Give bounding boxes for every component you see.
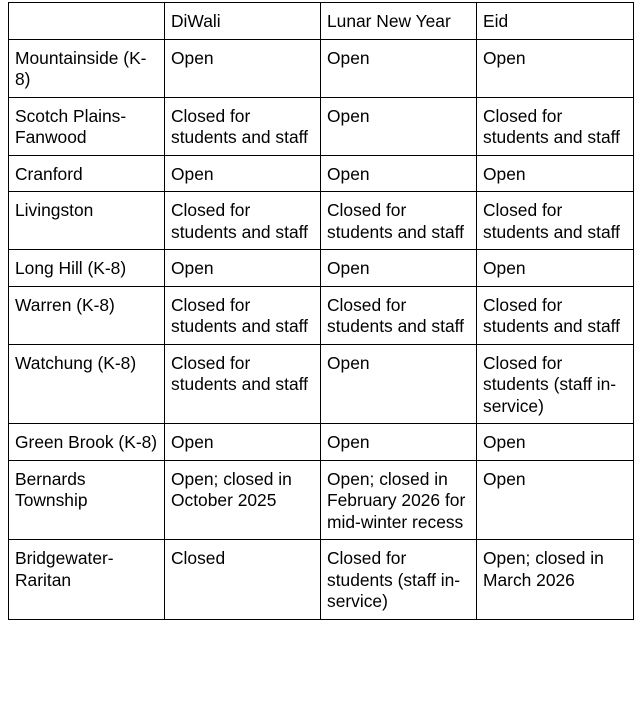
eid-cell: Open bbox=[477, 424, 634, 461]
header-cell-diwali: DiWali bbox=[165, 3, 321, 40]
lunar-new-year-cell: Open bbox=[321, 97, 477, 155]
eid-cell: Closed for students (staff in-service) bbox=[477, 344, 634, 424]
lunar-new-year-cell: Open bbox=[321, 424, 477, 461]
diwali-cell: Open; closed in October 2025 bbox=[165, 460, 321, 540]
district-cell: Livingston bbox=[9, 192, 165, 250]
diwali-cell: Closed for students and staff bbox=[165, 97, 321, 155]
lunar-new-year-cell: Open bbox=[321, 155, 477, 192]
lunar-new-year-cell: Open bbox=[321, 250, 477, 287]
lunar-new-year-cell: Closed for students and staff bbox=[321, 192, 477, 250]
table-row bbox=[9, 344, 634, 424]
district-cell: Watchung (K-8) bbox=[9, 344, 165, 424]
eid-cell: Open bbox=[477, 39, 634, 97]
diwali-cell: Closed for students and staff bbox=[165, 192, 321, 250]
table-row bbox=[9, 424, 634, 461]
diwali-cell: Open bbox=[165, 250, 321, 287]
district-cell: Bridgewater-Raritan bbox=[9, 540, 165, 620]
header-cell-lunar-new-year: Lunar New Year bbox=[321, 3, 477, 40]
diwali-cell: Closed for students and staff bbox=[165, 344, 321, 424]
table-row bbox=[9, 39, 634, 97]
district-cell: Long Hill (K-8) bbox=[9, 250, 165, 287]
eid-cell: Open; closed in March 2026 bbox=[477, 540, 634, 620]
table-row bbox=[9, 155, 634, 192]
district-cell: Bernards Township bbox=[9, 460, 165, 540]
district-cell: Warren (K-8) bbox=[9, 286, 165, 344]
header-row bbox=[9, 3, 634, 40]
header-cell-eid: Eid bbox=[477, 3, 634, 40]
diwali-cell: Closed for students and staff bbox=[165, 286, 321, 344]
eid-cell: Closed for students and staff bbox=[477, 286, 634, 344]
table-row bbox=[9, 460, 634, 540]
diwali-cell: Open bbox=[165, 424, 321, 461]
table-row bbox=[9, 250, 634, 287]
diwali-cell: Closed bbox=[165, 540, 321, 620]
diwali-cell: Open bbox=[165, 155, 321, 192]
header-cell-district bbox=[9, 3, 165, 40]
eid-cell: Open bbox=[477, 250, 634, 287]
eid-cell: Closed for students and staff bbox=[477, 192, 634, 250]
lunar-new-year-cell: Open; closed in February 2026 for mid-winter recess bbox=[321, 460, 477, 540]
table-row bbox=[9, 97, 634, 155]
eid-cell: Closed for students and staff bbox=[477, 97, 634, 155]
lunar-new-year-cell: Open bbox=[321, 344, 477, 424]
eid-cell: Open bbox=[477, 460, 634, 540]
district-cell: Scotch Plains-Fanwood bbox=[9, 97, 165, 155]
district-cell: Green Brook (K-8) bbox=[9, 424, 165, 461]
diwali-cell: Open bbox=[165, 39, 321, 97]
lunar-new-year-cell: Closed for students (staff in-service) bbox=[321, 540, 477, 620]
district-cell: Cranford bbox=[9, 155, 165, 192]
holiday-closures-table bbox=[8, 2, 634, 620]
lunar-new-year-cell: Closed for students and staff bbox=[321, 286, 477, 344]
table-row bbox=[9, 192, 634, 250]
table-row bbox=[9, 286, 634, 344]
eid-cell: Open bbox=[477, 155, 634, 192]
lunar-new-year-cell: Open bbox=[321, 39, 477, 97]
table-row bbox=[9, 540, 634, 620]
district-cell: Mountainside (K-8) bbox=[9, 39, 165, 97]
